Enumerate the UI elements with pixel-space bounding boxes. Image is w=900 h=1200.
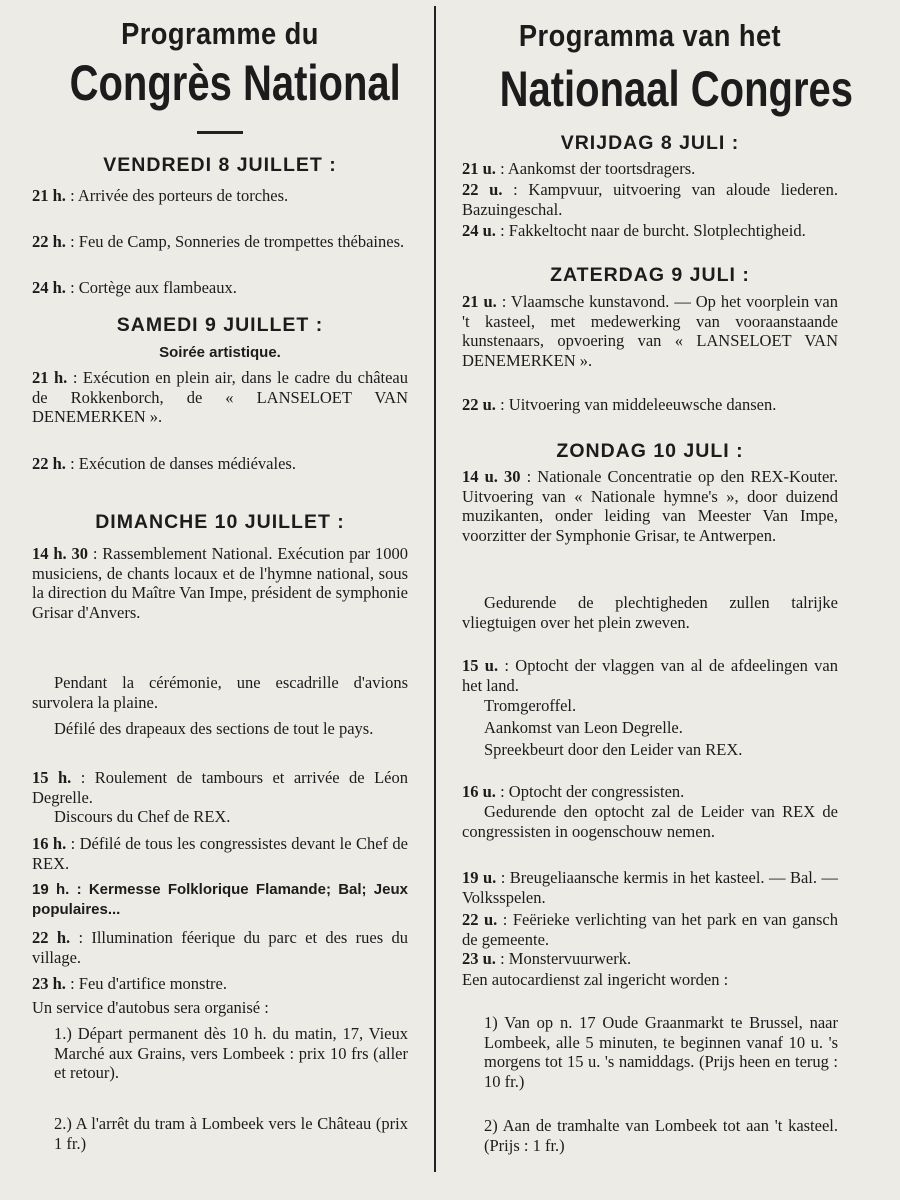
nl-sunday-entry-6 bbox=[462, 949, 838, 969]
time: 16 u. bbox=[462, 782, 496, 801]
nl-sunday-entry-2-sub-3: Spreekbeurt door den Leider van REX. bbox=[484, 740, 743, 759]
nl-bus-item-2: 2) Aan de tramhalte van Lombeek tot aan 't kasteel. (Prijs : 1 fr.) bbox=[484, 1116, 838, 1155]
text: : Feu de Camp, Sonneries de trompettes thébaines. bbox=[65, 232, 405, 251]
fr-title-line2: Congrès National bbox=[69, 55, 401, 111]
text: : Monstervuurwerk. bbox=[495, 949, 632, 968]
nl-saturday-entry-2 bbox=[462, 395, 838, 415]
nl-sunday-entry-3 bbox=[462, 782, 838, 802]
time: 15 h. bbox=[32, 768, 72, 787]
time: 24 u. bbox=[462, 221, 496, 240]
time: 14 u. 30 bbox=[462, 467, 521, 486]
time: 21 u. bbox=[462, 159, 496, 178]
text: : Roulement de tambours et arrivée de Léon Degrelle. bbox=[32, 768, 408, 807]
nl-friday-entry-1 bbox=[462, 159, 838, 179]
nl-title-line2: Nationaal Congres bbox=[499, 61, 853, 117]
time: 22 u. bbox=[462, 180, 503, 199]
time: 19 u. bbox=[462, 868, 497, 887]
text: : Exécution en plein air, dans le cadre du château de Rokkenborch, de « LANSELOET VAN DENEMERKEN ». bbox=[32, 368, 408, 426]
nl-sunday-entry-2-sub-2: Aankomst van Leon Degrelle. bbox=[484, 718, 683, 737]
time: 22 h. bbox=[32, 454, 66, 473]
time: 21 h. bbox=[32, 186, 66, 205]
time: 22 h. bbox=[32, 928, 71, 947]
fr-title-line1: Programme du bbox=[121, 16, 319, 51]
fr-friday-heading: VENDREDI 8 JUILLET : bbox=[103, 154, 337, 176]
text: : Kermesse Folklorique Flamande; Bal; Jeux populaires... bbox=[32, 881, 408, 918]
fr-sunday-entry-2-sub: Discours du Chef de REX. bbox=[54, 807, 231, 826]
text: : Vlaamsche kunstavond. — Op het voorplein van 't kasteel, met medewerking van vooraanstaande kunstenaars, opvoering van « LANSELOET VAN DENEMERKEN ». bbox=[462, 292, 838, 370]
fr-sunday-entry-6 bbox=[32, 974, 408, 994]
nl-sunday-para-1: Gedurende de plechtigheden zullen talrijke vliegtuigen over het plein zweven. bbox=[462, 593, 838, 632]
fr-sunday-para-2: Défilé des drapeaux des sections de tout le pays. bbox=[54, 719, 374, 738]
text: : Exécution de danses médiévales. bbox=[65, 454, 296, 473]
text: : Feërieke verlichting van het park en van gansch de gemeente. bbox=[462, 910, 838, 949]
text: : Défilé de tous les congressistes devant le Chef de REX. bbox=[32, 834, 408, 873]
time: 24 h. bbox=[32, 278, 66, 297]
fr-sunday-entry-1 bbox=[32, 544, 408, 622]
time: 19 h. bbox=[32, 881, 70, 898]
text: : Illumination féerique du parc et des rues du village. bbox=[32, 928, 408, 967]
text: : Arrivée des porteurs de torches. bbox=[65, 186, 289, 205]
text: : Optocht der vlaggen van al de afdeelingen van het land. bbox=[462, 656, 838, 695]
text: : Feu d'artifice monstre. bbox=[65, 974, 227, 993]
nl-sunday-entry-1 bbox=[462, 467, 838, 545]
title-rule bbox=[197, 131, 243, 134]
time: 22 h. bbox=[32, 232, 66, 251]
time: 23 h. bbox=[32, 974, 66, 993]
time: 21 h. bbox=[32, 368, 68, 387]
nl-sunday-heading: ZONDAG 10 JULI : bbox=[556, 440, 744, 462]
fr-saturday-subheading: Soirée artistique. bbox=[159, 344, 281, 361]
nl-friday-entry-3 bbox=[462, 221, 838, 241]
fr-sunday-heading: DIMANCHE 10 JUILLET : bbox=[95, 511, 345, 533]
nl-sunday-para-2: Gedurende den optocht zal de Leider van REX de congressisten in oogenschouw nemen. bbox=[462, 802, 838, 841]
fr-sunday-entry-4 bbox=[32, 880, 408, 919]
fr-sunday-entry-5 bbox=[32, 928, 408, 967]
nl-title-line1: Programma van het bbox=[518, 18, 782, 53]
fr-saturday-entry-2 bbox=[32, 454, 408, 474]
text: : Rassemblement National. Exécution par 1000 musiciens, de chants locaux et de l'hymne national, sous la direction du Maître Van Impe, président de symphonie Grisar d'Anvers. bbox=[32, 544, 408, 622]
nl-sunday-entry-5 bbox=[462, 910, 838, 949]
fr-bus-item-1: 1.) Départ permanent dès 10 h. du matin, 17, Vieux Marché aux Grains, vers Lombeek : prix 10 frs (aller et retour). bbox=[54, 1024, 408, 1082]
nl-sunday-entry-2 bbox=[462, 656, 838, 695]
nl-friday-heading: VRIJDAG 8 JULI : bbox=[560, 132, 740, 154]
text: : Aankomst der toortsdragers. bbox=[495, 159, 696, 178]
time: 22 u. bbox=[462, 910, 498, 929]
fr-friday-entry-1 bbox=[32, 186, 408, 206]
fr-friday-entry-2 bbox=[32, 232, 408, 252]
fr-friday-entry-3 bbox=[32, 278, 408, 298]
nl-sunday-entry-2-sub-1: Tromgeroffel. bbox=[484, 696, 577, 715]
nl-bus-item-1: 1) Van op n. 17 Oude Graanmarkt te Brussel, naar Lombeek, alle 5 minuten, te beginnen vanaf 10 u. 's morgens tot 15 u. 's namiddags. (Prijs heen en terug : 10 fr.) bbox=[484, 1013, 838, 1091]
text: : Nationale Concentratie op den REX-Kouter. Uitvoering van « Nationale hymne's », door duizend muzikanten, onder leiding van Meester Van Impe, voorzitter der Symphonie Grisar, te Antwerpen. bbox=[462, 467, 838, 545]
nl-sunday-entry-4 bbox=[462, 868, 838, 907]
nl-bus-intro: Een autocardienst zal ingericht worden : bbox=[462, 970, 729, 989]
text: : Optocht der congressisten. bbox=[495, 782, 685, 801]
fr-sunday-entry-3 bbox=[32, 834, 408, 873]
fr-sunday-para-1: Pendant la cérémonie, une escadrille d'avions survolera la plaine. bbox=[32, 673, 408, 712]
text: : Uitvoering van middeleeuwsche dansen. bbox=[495, 395, 777, 414]
text: : Cortège aux flambeaux. bbox=[65, 278, 237, 297]
time: 14 h. 30 bbox=[32, 544, 88, 563]
time: 15 u. bbox=[462, 656, 499, 675]
text: : Kampvuur, uitvoering van aloude liederen. Bazuingeschal. bbox=[462, 180, 838, 219]
fr-bus-intro: Un service d'autobus sera organisé : bbox=[32, 998, 269, 1017]
fr-bus-item-2: 2.) A l'arrêt du tram à Lombeek vers le Château (prix 1 fr.) bbox=[54, 1114, 408, 1153]
column-divider bbox=[434, 6, 436, 1172]
time: 16 h. bbox=[32, 834, 67, 853]
nl-friday-entry-2 bbox=[462, 180, 838, 219]
fr-saturday-entry-1 bbox=[32, 368, 408, 427]
text: : Breugeliaansche kermis in het kasteel. — Bal. — Volksspelen. bbox=[462, 868, 838, 907]
time: 22 u. bbox=[462, 395, 496, 414]
time: 21 u. bbox=[462, 292, 497, 311]
fr-saturday-heading: SAMEDI 9 JUILLET : bbox=[116, 314, 324, 336]
text: : Fakkeltocht naar de burcht. Slotplechtigheid. bbox=[495, 221, 806, 240]
nl-saturday-entry-1 bbox=[462, 292, 838, 370]
fr-sunday-entry-2 bbox=[32, 768, 408, 807]
nl-saturday-heading: ZATERDAG 9 JULI : bbox=[550, 264, 750, 286]
time: 23 u. bbox=[462, 949, 496, 968]
